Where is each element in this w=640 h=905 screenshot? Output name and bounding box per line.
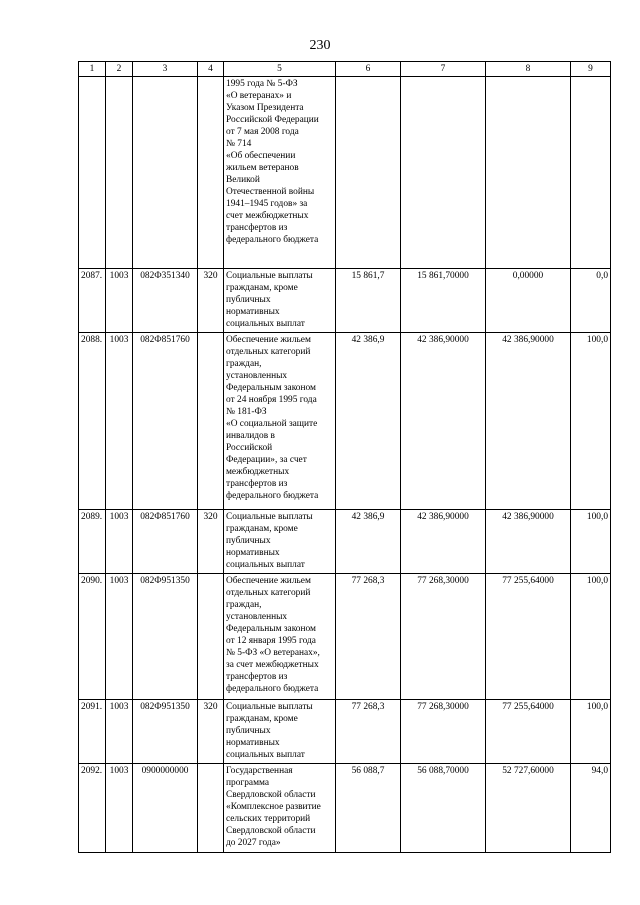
row-number-cell xyxy=(79,77,106,269)
target-article-cell: 082Ф951350 xyxy=(133,574,198,700)
expense-type-cell xyxy=(198,77,224,269)
executed-amount-cell: 77 255,64000 xyxy=(486,700,571,764)
table-row xyxy=(79,764,611,853)
planned-amount-cell: 15 861,7 xyxy=(336,269,401,333)
table-row xyxy=(79,700,611,764)
description-cell: 1995 года № 5-ФЗ «О ветеранах» и Указом Президента Российской Федерации от 7 мая 2008 года № 714 «Об обеспечении жильем ветеранов Великой Отечественной войны 1941–1945 годов» за счет межбюджетных трансфертов из федерального бюджета xyxy=(224,77,336,269)
planned-amount-cell: 42 386,9 xyxy=(336,510,401,574)
description-cell: Обеспечение жильем отдельных категорий граждан, установленных Федеральным законом от 12 января 1995 года № 5-ФЗ «О ветеранах», за счет межбюджетных трансфертов из федерального бюджета xyxy=(224,574,336,700)
approved-amount-cell: 77 268,30000 xyxy=(401,574,486,700)
budget-table xyxy=(78,61,611,853)
execution-percent-cell: 100,0 xyxy=(571,574,611,700)
description-cell: Государственная программа Свердловской области «Комплексное развитие сельских территорий Свердловской области до 2027 года» xyxy=(224,764,336,853)
description-cell: Социальные выплаты гражданам, кроме публичных нормативных социальных выплат xyxy=(224,269,336,333)
executed-amount-cell: 0,00000 xyxy=(486,269,571,333)
column-header: 5 xyxy=(224,62,336,77)
description-cell: Обеспечение жильем отдельных категорий граждан, установленных Федеральным законом от 24 ноября 1995 года № 181-ФЗ «О социальной защите инвалидов в Российской Федерации», за счет межбюджетных трансфертов из федерального бюджета xyxy=(224,333,336,510)
approved-amount-cell: 77 268,30000 xyxy=(401,700,486,764)
execution-percent-cell: 100,0 xyxy=(571,333,611,510)
column-header: 9 xyxy=(571,62,611,77)
description-cell: Социальные выплаты гражданам, кроме публичных нормативных социальных выплат xyxy=(224,700,336,764)
execution-percent-cell: 100,0 xyxy=(571,700,611,764)
target-article-cell: 082Ф851760 xyxy=(133,333,198,510)
column-header: 4 xyxy=(198,62,224,77)
execution-percent-cell: 100,0 xyxy=(571,510,611,574)
row-number-cell: 2090. xyxy=(79,574,106,700)
approved-amount-cell: 56 088,70000 xyxy=(401,764,486,853)
row-number-cell: 2089. xyxy=(79,510,106,574)
column-header: 7 xyxy=(401,62,486,77)
planned-amount-cell: 77 268,3 xyxy=(336,700,401,764)
target-article-cell: 082Ф351340 xyxy=(133,269,198,333)
approved-amount-cell: 42 386,90000 xyxy=(401,510,486,574)
approved-amount-cell: 42 386,90000 xyxy=(401,333,486,510)
planned-amount-cell: 77 268,3 xyxy=(336,574,401,700)
planned-amount-cell xyxy=(336,77,401,269)
execution-percent-cell: 94,0 xyxy=(571,764,611,853)
column-header: 2 xyxy=(106,62,133,77)
description-cell: Социальные выплаты гражданам, кроме публичных нормативных социальных выплат xyxy=(224,510,336,574)
section-code-cell xyxy=(106,77,133,269)
page-number: 230 xyxy=(309,38,331,53)
expense-type-cell: 320 xyxy=(198,700,224,764)
row-number-cell: 2091. xyxy=(79,700,106,764)
row-number-cell: 2092. xyxy=(79,764,106,853)
target-article-cell: 082Ф951350 xyxy=(133,700,198,764)
row-number-cell: 2088. xyxy=(79,333,106,510)
column-header: 8 xyxy=(486,62,571,77)
expense-type-cell xyxy=(198,574,224,700)
column-header: 1 xyxy=(79,62,106,77)
table-body xyxy=(79,77,611,853)
section-code-cell: 1003 xyxy=(106,700,133,764)
target-article-cell xyxy=(133,77,198,269)
section-code-cell: 1003 xyxy=(106,510,133,574)
target-article-cell: 0900000000 xyxy=(133,764,198,853)
executed-amount-cell: 42 386,90000 xyxy=(486,510,571,574)
table-row xyxy=(79,269,611,333)
approved-amount-cell: 15 861,70000 xyxy=(401,269,486,333)
table-row xyxy=(79,333,611,510)
expense-type-cell xyxy=(198,333,224,510)
column-header: 6 xyxy=(336,62,401,77)
table-row xyxy=(79,510,611,574)
expense-type-cell xyxy=(198,764,224,853)
expense-type-cell: 320 xyxy=(198,269,224,333)
expense-type-cell: 320 xyxy=(198,510,224,574)
approved-amount-cell xyxy=(401,77,486,269)
executed-amount-cell: 77 255,64000 xyxy=(486,574,571,700)
executed-amount-cell: 52 727,60000 xyxy=(486,764,571,853)
execution-percent-cell xyxy=(571,77,611,269)
target-article-cell: 082Ф851760 xyxy=(133,510,198,574)
table-row xyxy=(79,77,611,269)
planned-amount-cell: 42 386,9 xyxy=(336,333,401,510)
section-code-cell: 1003 xyxy=(106,764,133,853)
row-number-cell: 2087. xyxy=(79,269,106,333)
table-header xyxy=(79,62,611,77)
section-code-cell: 1003 xyxy=(106,333,133,510)
planned-amount-cell: 56 088,7 xyxy=(336,764,401,853)
section-code-cell: 1003 xyxy=(106,574,133,700)
execution-percent-cell: 0,0 xyxy=(571,269,611,333)
header-row xyxy=(79,62,611,77)
executed-amount-cell: 42 386,90000 xyxy=(486,333,571,510)
section-code-cell: 1003 xyxy=(106,269,133,333)
table-row xyxy=(79,574,611,700)
executed-amount-cell xyxy=(486,77,571,269)
column-header: 3 xyxy=(133,62,198,77)
